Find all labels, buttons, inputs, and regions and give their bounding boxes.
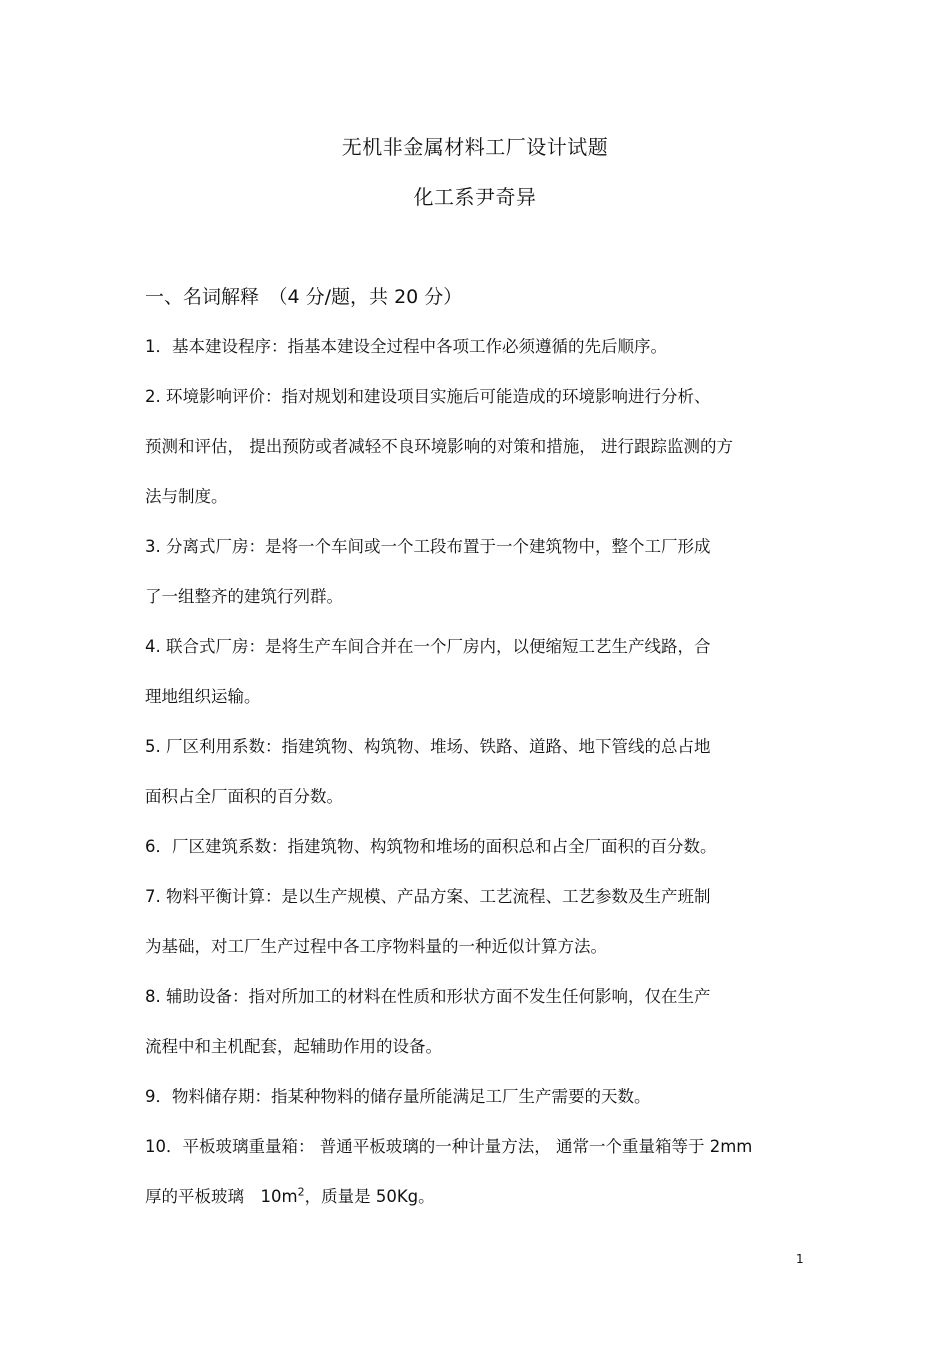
text-fragment: 厚的平板玻璃 10m (145, 1187, 298, 1206)
text-line: 5. 厂区利用系数：指建筑物、构筑物、堆场、铁路、道路、地下管线的总占地 (145, 737, 711, 756)
text-line: 法与制度。 (145, 487, 228, 506)
section-heading: 一、名词解释 （4 分/题，共 20 分） (145, 286, 463, 308)
text-line: 流程中和主机配套，起辅助作用的设备。 (145, 1037, 442, 1056)
text-line: 为基础，对工厂生产过程中各工序物料量的一种近似计算方法。 (145, 937, 607, 956)
text-line: 面积占全厂面积的百分数。 (145, 787, 343, 806)
text-line: 9．物料储存期：指某种物料的储存量所能满足工厂生产需要的天数。 (145, 1087, 651, 1106)
text-line: 理地组织运输。 (145, 687, 261, 706)
text-line: 8. 辅助设备：指对所加工的材料在性质和形状方面不发生任何影响，仅在生产 (145, 987, 711, 1006)
text-line: 3. 分离式厂房：是将一个车间或一个工段布置于一个建筑物中，整个工厂形成 (145, 537, 711, 556)
text-line-last (145, 1183, 435, 1207)
text-line: 1．基本建设程序：指基本建设全过程中各项工作必须遵循的先后顺序。 (145, 337, 667, 356)
document-subtitle: 化工系尹奇异 (413, 185, 537, 209)
text-line: 4. 联合式厂房：是将生产车间合并在一个厂房内，以便缩短工艺生产线路，合 (145, 637, 711, 656)
text-line: 预测和评估， 提出预防或者减轻不良环境影响的对策和措施， 进行跟踪监测的方 (145, 437, 733, 456)
page-number: 1 (796, 1252, 804, 1266)
document-title: 无机非金属材料工厂设计试题 (341, 135, 609, 159)
text-line: 7. 物料平衡计算：是以生产规模、产品方案、工艺流程、工艺参数及生产班制 (145, 887, 711, 906)
text-line: 6．厂区建筑系数：指建筑物、构筑物和堆场的面积总和占全厂面积的百分数。 (145, 837, 717, 856)
text-line: 10．平板玻璃重量箱： 普通平板玻璃的一种计量方法， 通常一个重量箱等于 2mm (145, 1137, 753, 1156)
superscript: 2 (297, 1185, 305, 1199)
text-fragment: ，质量是 50Kg。 (304, 1187, 435, 1206)
text-line: 2. 环境影响评价：指对规划和建设项目实施后可能造成的环境影响进行分析、 (145, 387, 711, 406)
text-line: 了一组整齐的建筑行列群。 (145, 587, 343, 606)
